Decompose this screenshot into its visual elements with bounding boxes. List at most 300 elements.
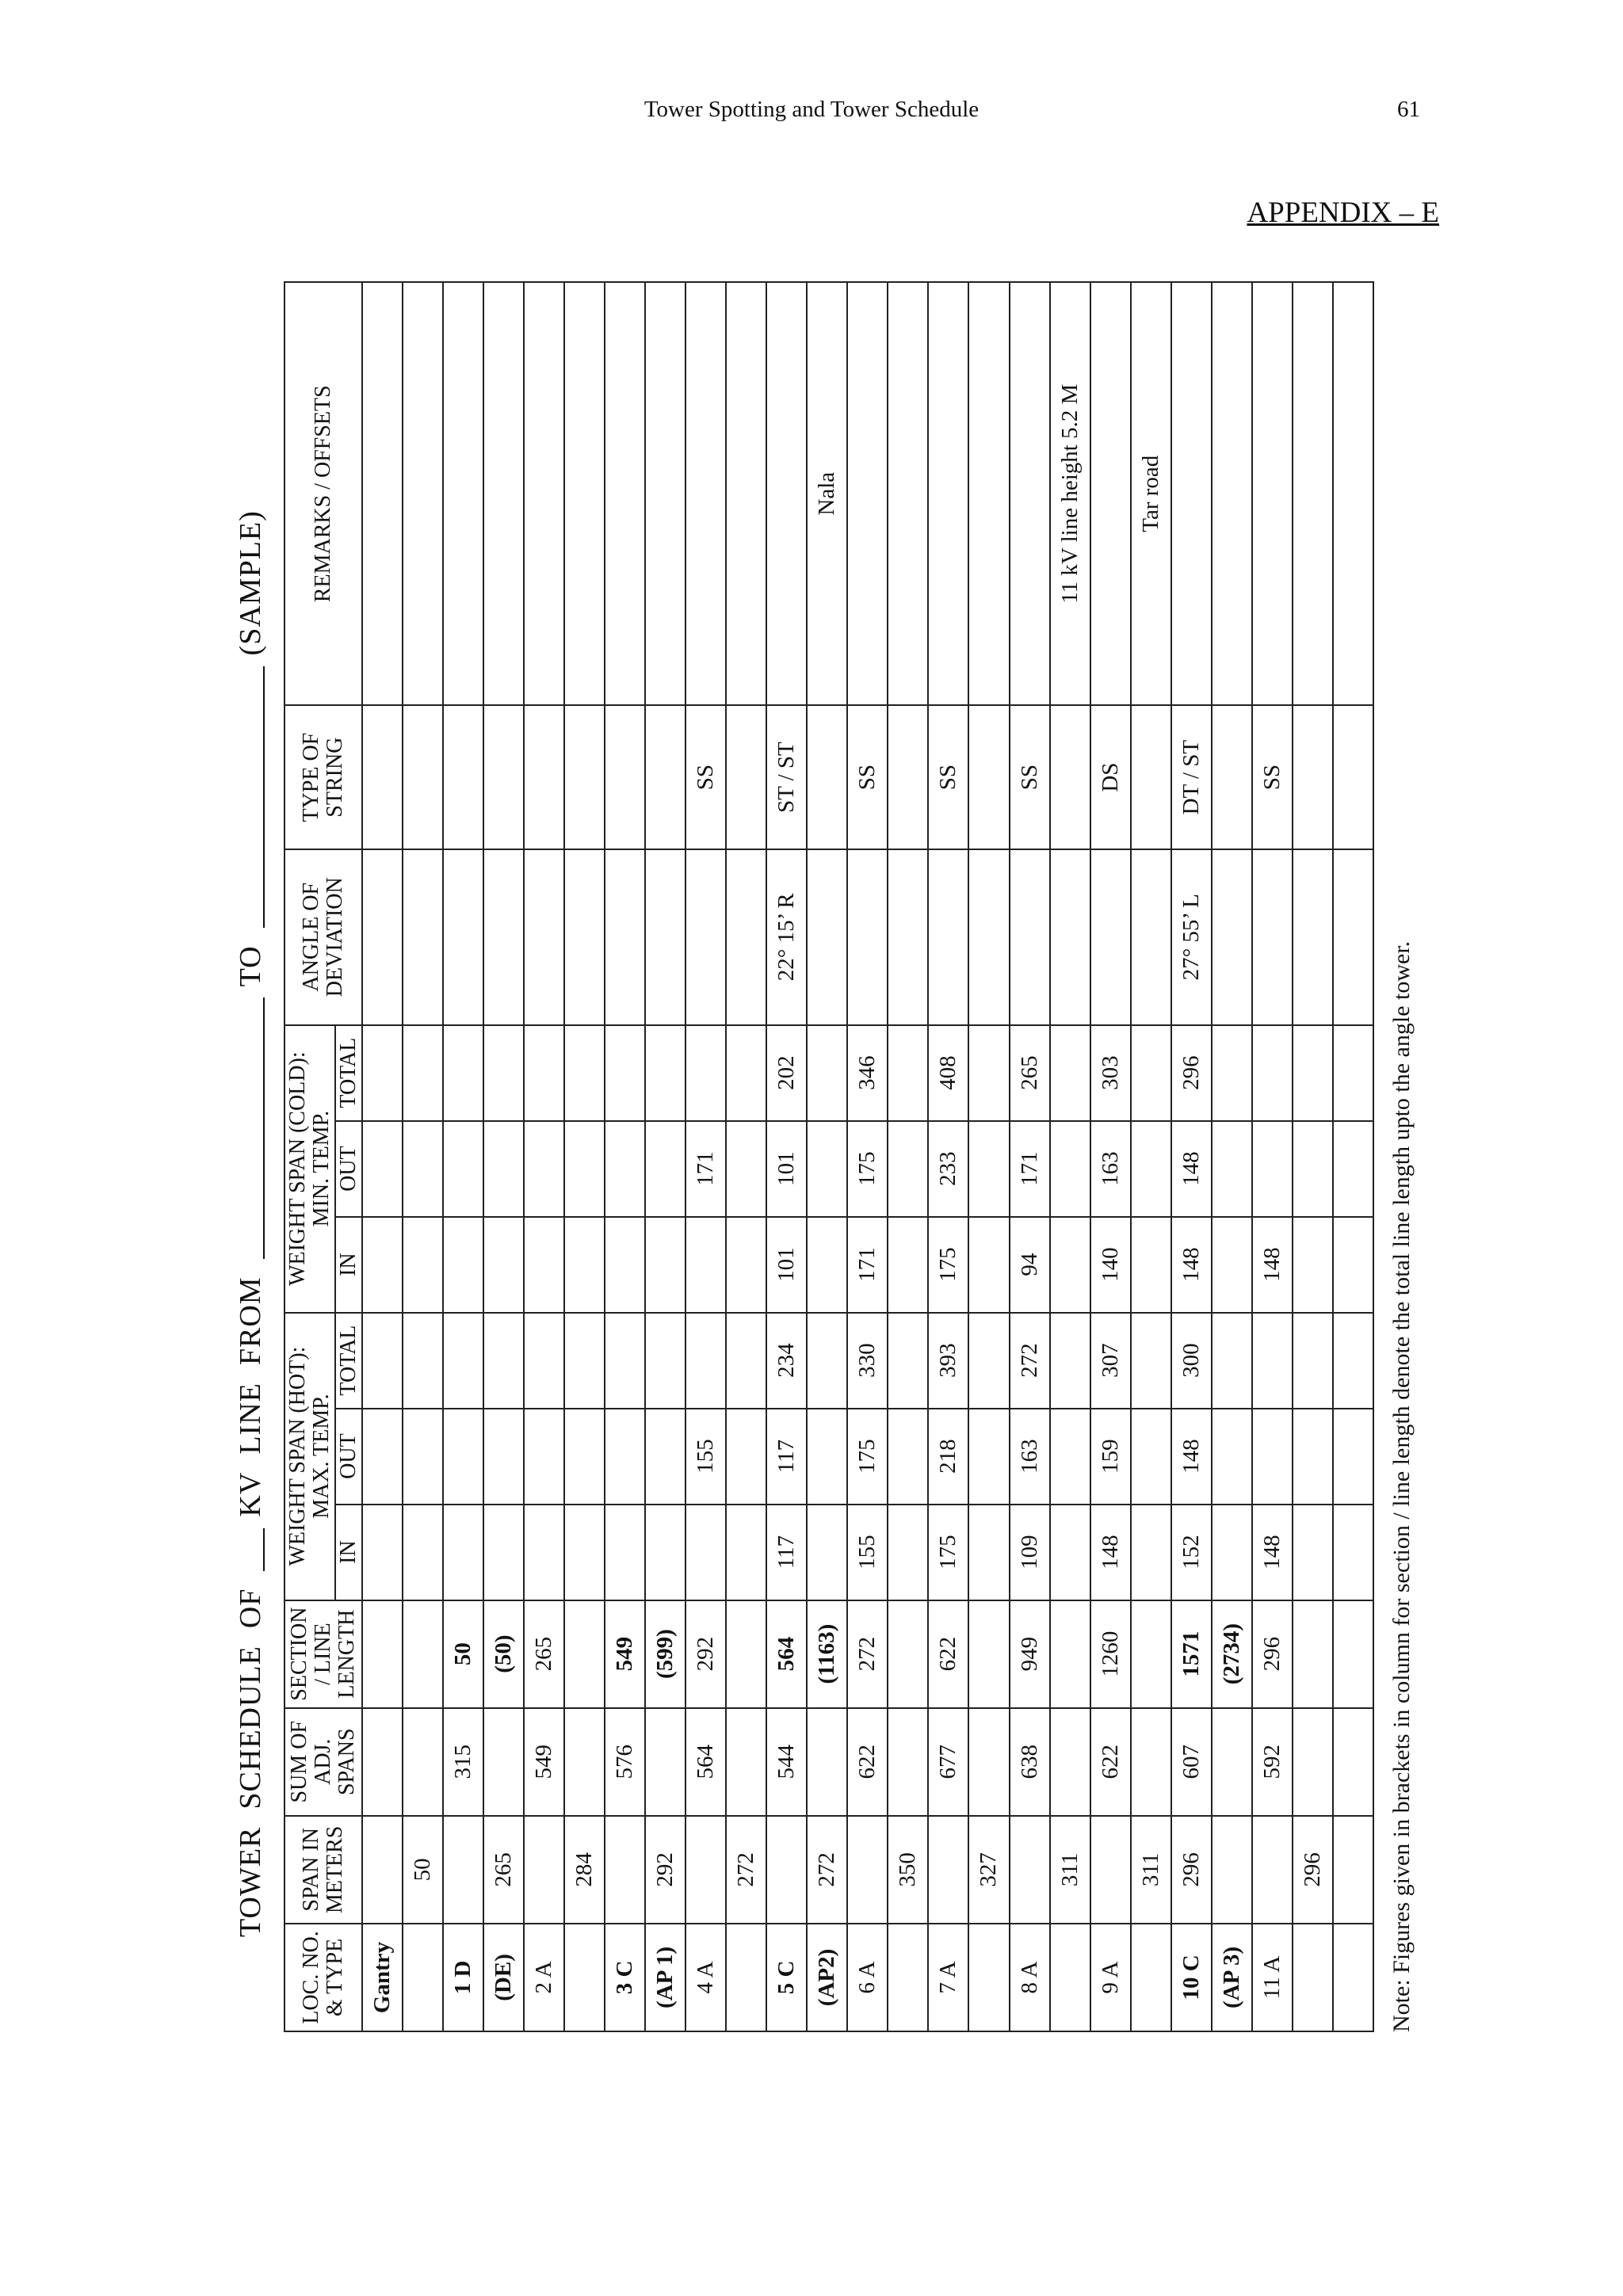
cell-hot-in: 175 <box>928 1505 968 1600</box>
table-row <box>766 282 807 2031</box>
cell-cold-total <box>1131 1025 1171 1121</box>
cell-span: 296 <box>1293 1816 1333 1924</box>
cell-remarks <box>403 282 443 705</box>
cell-sum <box>807 1708 847 1816</box>
cell-string <box>564 705 605 849</box>
cell-cold-total <box>1333 1025 1373 1121</box>
cell-cold-in <box>1131 1217 1171 1313</box>
cell-loc: 1 D <box>443 1924 483 2031</box>
cell-cold-total <box>524 1025 564 1121</box>
cell-sum: 592 <box>1252 1708 1293 1816</box>
cell-cold-total: 303 <box>1090 1025 1131 1121</box>
cell-hot-in <box>1333 1505 1373 1600</box>
title-word: OF <box>234 1588 267 1629</box>
cell-cold-in <box>888 1217 928 1313</box>
cell-remarks <box>928 282 968 705</box>
cell-loc: (AP2) <box>807 1924 847 2031</box>
cell-span: 265 <box>483 1816 524 1924</box>
cell-section: (1163) <box>807 1600 847 1708</box>
cell-section: (50) <box>483 1600 524 1708</box>
cell-angle <box>968 849 1009 1025</box>
table-row <box>1171 282 1212 2031</box>
cell-remarks: Nala <box>807 282 847 705</box>
tower-schedule-table <box>284 281 1374 2032</box>
cell-string <box>524 705 564 849</box>
cell-section: 949 <box>1010 1600 1050 1708</box>
cell-angle <box>1131 849 1171 1025</box>
cell-angle <box>1293 849 1333 1025</box>
cell-cold-out <box>362 1121 403 1217</box>
table-row <box>645 282 685 2031</box>
table-row <box>968 282 1009 2031</box>
cell-hot-out <box>524 1409 564 1505</box>
cell-section: (599) <box>645 1600 685 1708</box>
cell-cold-in <box>807 1217 847 1313</box>
table-row <box>524 282 564 2031</box>
cell-remarks: Tar road <box>1131 282 1171 705</box>
cell-remarks <box>362 282 403 705</box>
cell-hot-total <box>1333 1313 1373 1409</box>
cell-string: SS <box>928 705 968 849</box>
cell-remarks <box>685 282 726 705</box>
cell-remarks <box>1212 282 1252 705</box>
cell-sum: 549 <box>524 1708 564 1816</box>
cell-angle <box>1212 849 1252 1025</box>
cell-hot-total <box>362 1313 403 1409</box>
cell-hot-total <box>1131 1313 1171 1409</box>
cell-hot-out: 163 <box>1010 1409 1050 1505</box>
cell-section <box>403 1600 443 1708</box>
table-row <box>685 282 726 2031</box>
cell-cold-out: 171 <box>1010 1121 1050 1217</box>
cell-span <box>1333 1816 1373 1924</box>
cell-sum <box>1131 1708 1171 1816</box>
cell-cold-in <box>605 1217 645 1313</box>
cell-hot-out <box>1212 1409 1252 1505</box>
cell-hot-out: 148 <box>1171 1409 1212 1505</box>
cell-hot-total <box>888 1313 928 1409</box>
title-word: LINE <box>234 1383 267 1455</box>
cell-angle <box>564 849 605 1025</box>
title-word: FROM <box>234 1276 267 1366</box>
cell-cold-total <box>362 1025 403 1121</box>
cell-remarks <box>645 282 685 705</box>
cell-sum <box>483 1708 524 1816</box>
cell-span <box>685 1816 726 1924</box>
cell-angle <box>403 849 443 1025</box>
cell-hot-out: 175 <box>847 1409 888 1505</box>
cell-sum <box>403 1708 443 1816</box>
cell-sum <box>888 1708 928 1816</box>
cell-cold-out <box>1212 1121 1252 1217</box>
table-row <box>1010 282 1050 2031</box>
cell-string: DT / ST <box>1171 705 1212 849</box>
cell-cold-in: 175 <box>928 1217 968 1313</box>
cell-sum <box>1212 1708 1252 1816</box>
cell-section: 272 <box>847 1600 888 1708</box>
cell-section: (2734) <box>1212 1600 1252 1708</box>
cell-hot-out <box>403 1409 443 1505</box>
cell-cold-total: 408 <box>928 1025 968 1121</box>
cell-cold-in <box>524 1217 564 1313</box>
running-head: Tower Spotting and Tower Schedule <box>643 97 980 122</box>
cell-remarks <box>524 282 564 705</box>
cell-string <box>1050 705 1090 849</box>
cell-hot-out <box>483 1409 524 1505</box>
cell-section <box>888 1600 928 1708</box>
cell-remarks <box>1252 282 1293 705</box>
header-string: TYPE OF STRING <box>285 705 362 849</box>
cell-cold-in <box>1050 1217 1090 1313</box>
title-word: TOWER <box>234 1826 267 1937</box>
cell-hot-total <box>807 1313 847 1409</box>
cell-string <box>362 705 403 849</box>
cell-hot-in <box>524 1505 564 1600</box>
cell-cold-in <box>685 1217 726 1313</box>
cell-hot-out <box>1131 1409 1171 1505</box>
cell-cold-in <box>483 1217 524 1313</box>
cell-cold-out <box>1333 1121 1373 1217</box>
cell-hot-out <box>443 1409 483 1505</box>
cell-remarks <box>847 282 888 705</box>
title-word: KV <box>234 1471 267 1517</box>
cell-span: 311 <box>1050 1816 1090 1924</box>
table-row <box>1131 282 1171 2031</box>
cell-hot-total <box>726 1313 766 1409</box>
cell-section <box>1131 1600 1171 1708</box>
cell-span <box>766 1816 807 1924</box>
cell-string: DS <box>1090 705 1131 849</box>
cell-loc <box>726 1924 766 2031</box>
cell-span <box>524 1816 564 1924</box>
header-hot-total: TOTAL <box>335 1313 362 1409</box>
cell-section <box>362 1600 403 1708</box>
cell-cold-in: 94 <box>1010 1217 1050 1313</box>
table-row <box>443 282 483 2031</box>
cell-string: ST / ST <box>766 705 807 849</box>
cell-cold-total <box>1293 1025 1333 1121</box>
cell-string <box>726 705 766 849</box>
cell-loc <box>1050 1924 1090 2031</box>
cell-angle <box>443 849 483 1025</box>
cell-section: 50 <box>443 1600 483 1708</box>
header-weight-hot: WEIGHT SPAN (HOT): MAX. TEMP. <box>285 1313 335 1600</box>
cell-string: SS <box>1252 705 1293 849</box>
cell-hot-in: 148 <box>1252 1505 1293 1600</box>
cell-hot-in: 117 <box>766 1505 807 1600</box>
cell-cold-total <box>888 1025 928 1121</box>
cell-angle: 27° 55’ L <box>1171 849 1212 1025</box>
cell-sum <box>1333 1708 1373 1816</box>
title-word: SCHEDULE <box>234 1646 267 1810</box>
cell-cold-out <box>968 1121 1009 1217</box>
cell-section <box>1333 1600 1373 1708</box>
cell-string <box>1333 705 1373 849</box>
cell-loc <box>1293 1924 1333 2031</box>
cell-hot-total <box>443 1313 483 1409</box>
cell-cold-total <box>564 1025 605 1121</box>
cell-sum <box>968 1708 1009 1816</box>
cell-loc: 3 C <box>605 1924 645 2031</box>
cell-cold-total: 265 <box>1010 1025 1050 1121</box>
cell-hot-out: 218 <box>928 1409 968 1505</box>
cell-string <box>1212 705 1252 849</box>
cell-hot-in <box>1212 1505 1252 1600</box>
cell-span <box>1212 1816 1252 1924</box>
header-remarks: REMARKS / OFFSETS <box>285 282 362 705</box>
cell-hot-in: 155 <box>847 1505 888 1600</box>
table-row <box>726 282 766 2031</box>
cell-section: 1571 <box>1171 1600 1212 1708</box>
cell-hot-out <box>807 1409 847 1505</box>
cell-string <box>403 705 443 849</box>
cell-section: 564 <box>766 1600 807 1708</box>
cell-cold-out <box>888 1121 928 1217</box>
cell-cold-total <box>645 1025 685 1121</box>
cell-span <box>928 1816 968 1924</box>
cell-hot-in: 148 <box>1090 1505 1131 1600</box>
cell-hot-in <box>403 1505 443 1600</box>
cell-span: 50 <box>403 1816 443 1924</box>
rotated-content <box>216 257 1439 2064</box>
cell-section: 549 <box>605 1600 645 1708</box>
cell-loc <box>1131 1924 1171 2031</box>
cell-remarks <box>726 282 766 705</box>
cell-remarks <box>443 282 483 705</box>
cell-loc: 5 C <box>766 1924 807 2031</box>
cell-cold-in <box>968 1217 1009 1313</box>
cell-sum: 315 <box>443 1708 483 1816</box>
cell-span <box>847 1816 888 1924</box>
cell-hot-total: 307 <box>1090 1313 1131 1409</box>
cell-hot-in <box>443 1505 483 1600</box>
cell-cold-out <box>1252 1121 1293 1217</box>
cell-span: 292 <box>645 1816 685 1924</box>
cell-loc <box>1333 1924 1373 2031</box>
cell-hot-total <box>564 1313 605 1409</box>
cell-cold-out <box>807 1121 847 1217</box>
cell-angle <box>807 849 847 1025</box>
cell-cold-out <box>1050 1121 1090 1217</box>
cell-remarks <box>1010 282 1050 705</box>
cell-hot-in <box>1131 1505 1171 1600</box>
cell-angle <box>685 849 726 1025</box>
cell-hot-out: 159 <box>1090 1409 1131 1505</box>
cell-loc: (DE) <box>483 1924 524 2031</box>
header-weight-cold: WEIGHT SPAN (COLD): MIN. TEMP. <box>285 1025 335 1313</box>
header-hot-out: OUT <box>335 1409 362 1505</box>
cell-cold-out <box>483 1121 524 1217</box>
cell-angle <box>524 849 564 1025</box>
cell-cold-total <box>1252 1025 1293 1121</box>
cell-hot-in <box>564 1505 605 1600</box>
cell-sum <box>726 1708 766 1816</box>
cell-loc <box>564 1924 605 2031</box>
cell-angle <box>1010 849 1050 1025</box>
cell-remarks <box>766 282 807 705</box>
cell-angle <box>483 849 524 1025</box>
cell-cold-out: 175 <box>847 1121 888 1217</box>
cell-hot-in <box>968 1505 1009 1600</box>
cell-section: 296 <box>1252 1600 1293 1708</box>
cell-cold-in <box>726 1217 766 1313</box>
table-row <box>1212 282 1252 2031</box>
schedule-body <box>362 282 1373 2031</box>
header-cold-out: OUT <box>335 1121 362 1217</box>
cell-hot-total <box>1252 1313 1293 1409</box>
cell-cold-total <box>605 1025 645 1121</box>
cell-sum: 544 <box>766 1708 807 1816</box>
cell-string: SS <box>847 705 888 849</box>
cell-cold-total <box>968 1025 1009 1121</box>
table-row <box>362 282 403 2031</box>
cell-loc: 8 A <box>1010 1924 1050 2031</box>
cell-hot-out <box>362 1409 403 1505</box>
cell-remarks <box>1333 282 1373 705</box>
cell-cold-in: 101 <box>766 1217 807 1313</box>
cell-span: 311 <box>1131 1816 1171 1924</box>
cell-hot-in <box>685 1505 726 1600</box>
cell-span: 350 <box>888 1816 928 1924</box>
cell-hot-in <box>605 1505 645 1600</box>
cell-hot-total: 330 <box>847 1313 888 1409</box>
cell-span: 284 <box>564 1816 605 1924</box>
cell-cold-out <box>403 1121 443 1217</box>
page-header <box>0 97 1623 128</box>
cell-hot-total <box>1050 1313 1090 1409</box>
cell-cold-total <box>443 1025 483 1121</box>
header-span: SPAN IN METERS <box>285 1816 362 1924</box>
cell-cold-out <box>564 1121 605 1217</box>
cell-string <box>968 705 1009 849</box>
cell-hot-out <box>726 1409 766 1505</box>
cell-hot-total <box>1293 1313 1333 1409</box>
cell-loc: 2 A <box>524 1924 564 2031</box>
cell-hot-out <box>1050 1409 1090 1505</box>
cell-angle <box>726 849 766 1025</box>
title-blank <box>236 1528 265 1571</box>
cell-cold-out: 171 <box>685 1121 726 1217</box>
cell-sum: 576 <box>605 1708 645 1816</box>
cell-span: 272 <box>726 1816 766 1924</box>
cell-angle <box>1333 849 1373 1025</box>
table-row <box>928 282 968 2031</box>
cell-sum: 677 <box>928 1708 968 1816</box>
cell-hot-out <box>564 1409 605 1505</box>
cell-hot-total <box>645 1313 685 1409</box>
cell-span <box>1090 1816 1131 1924</box>
cell-cold-out <box>1293 1121 1333 1217</box>
page-number: 61 <box>1397 97 1420 122</box>
cell-cold-in: 171 <box>847 1217 888 1313</box>
cell-cold-total <box>1212 1025 1252 1121</box>
cell-angle <box>605 849 645 1025</box>
cell-section <box>726 1600 766 1708</box>
cell-remarks <box>483 282 524 705</box>
cell-hot-total <box>685 1313 726 1409</box>
cell-cold-out: 101 <box>766 1121 807 1217</box>
cell-hot-in <box>807 1505 847 1600</box>
cell-sum <box>362 1708 403 1816</box>
table-row <box>888 282 928 2031</box>
cell-hot-total <box>1212 1313 1252 1409</box>
cell-span: 272 <box>807 1816 847 1924</box>
table-note: Note: Figures given in brackets in column for section / line length denote the total line length upto the angle tower. <box>1388 940 1415 2032</box>
cell-remarks <box>605 282 645 705</box>
cell-cold-out: 163 <box>1090 1121 1131 1217</box>
cell-cold-out: 148 <box>1171 1121 1212 1217</box>
cell-cold-total <box>726 1025 766 1121</box>
cell-span <box>1010 1816 1050 1924</box>
cell-cold-total <box>1050 1025 1090 1121</box>
cell-hot-in <box>726 1505 766 1600</box>
cell-string <box>1293 705 1333 849</box>
table-row <box>1252 282 1293 2031</box>
cell-remarks <box>1090 282 1131 705</box>
header-hot-in: IN <box>335 1505 362 1600</box>
cell-span <box>605 1816 645 1924</box>
cell-angle <box>847 849 888 1025</box>
cell-hot-total: 393 <box>928 1313 968 1409</box>
cell-cold-total <box>807 1025 847 1121</box>
table-row <box>403 282 443 2031</box>
table-row <box>1090 282 1131 2031</box>
cell-loc: 6 A <box>847 1924 888 2031</box>
table-row <box>605 282 645 2031</box>
cell-angle: 22° 15’ R <box>766 849 807 1025</box>
schedule-title <box>220 337 281 1937</box>
cell-hot-out <box>1293 1409 1333 1505</box>
cell-cold-in <box>1333 1217 1373 1313</box>
table-row <box>847 282 888 2031</box>
cell-angle <box>1252 849 1293 1025</box>
cell-loc: (AP 3) <box>1212 1924 1252 2031</box>
header-cold-in: IN <box>335 1217 362 1313</box>
cell-angle <box>928 849 968 1025</box>
cell-hot-out <box>645 1409 685 1505</box>
header-cold-total: TOTAL <box>335 1025 362 1121</box>
cell-remarks <box>1293 282 1333 705</box>
cell-cold-out <box>726 1121 766 1217</box>
cell-loc <box>888 1924 928 2031</box>
cell-cold-in <box>645 1217 685 1313</box>
table-row <box>564 282 605 2031</box>
cell-sum: 607 <box>1171 1708 1212 1816</box>
cell-string <box>483 705 524 849</box>
cell-loc <box>968 1924 1009 2031</box>
cell-section <box>1293 1600 1333 1708</box>
cell-sum <box>1293 1708 1333 1816</box>
cell-loc: (AP 1) <box>645 1924 685 2031</box>
header-loc: LOC. NO. & TYPE <box>285 1924 362 2031</box>
cell-loc: 4 A <box>685 1924 726 2031</box>
cell-hot-out <box>1333 1409 1373 1505</box>
title-blank <box>236 666 265 928</box>
cell-section <box>968 1600 1009 1708</box>
cell-hot-total: 272 <box>1010 1313 1050 1409</box>
cell-cold-in <box>1212 1217 1252 1313</box>
table-row <box>483 282 524 2031</box>
cell-cold-in: 148 <box>1252 1217 1293 1313</box>
cell-section: 1260 <box>1090 1600 1131 1708</box>
cell-section <box>564 1600 605 1708</box>
cell-hot-total <box>403 1313 443 1409</box>
cell-section: 622 <box>928 1600 968 1708</box>
title-word: TO <box>234 945 267 987</box>
cell-hot-total <box>524 1313 564 1409</box>
cell-angle <box>362 849 403 1025</box>
cell-hot-total <box>483 1313 524 1409</box>
